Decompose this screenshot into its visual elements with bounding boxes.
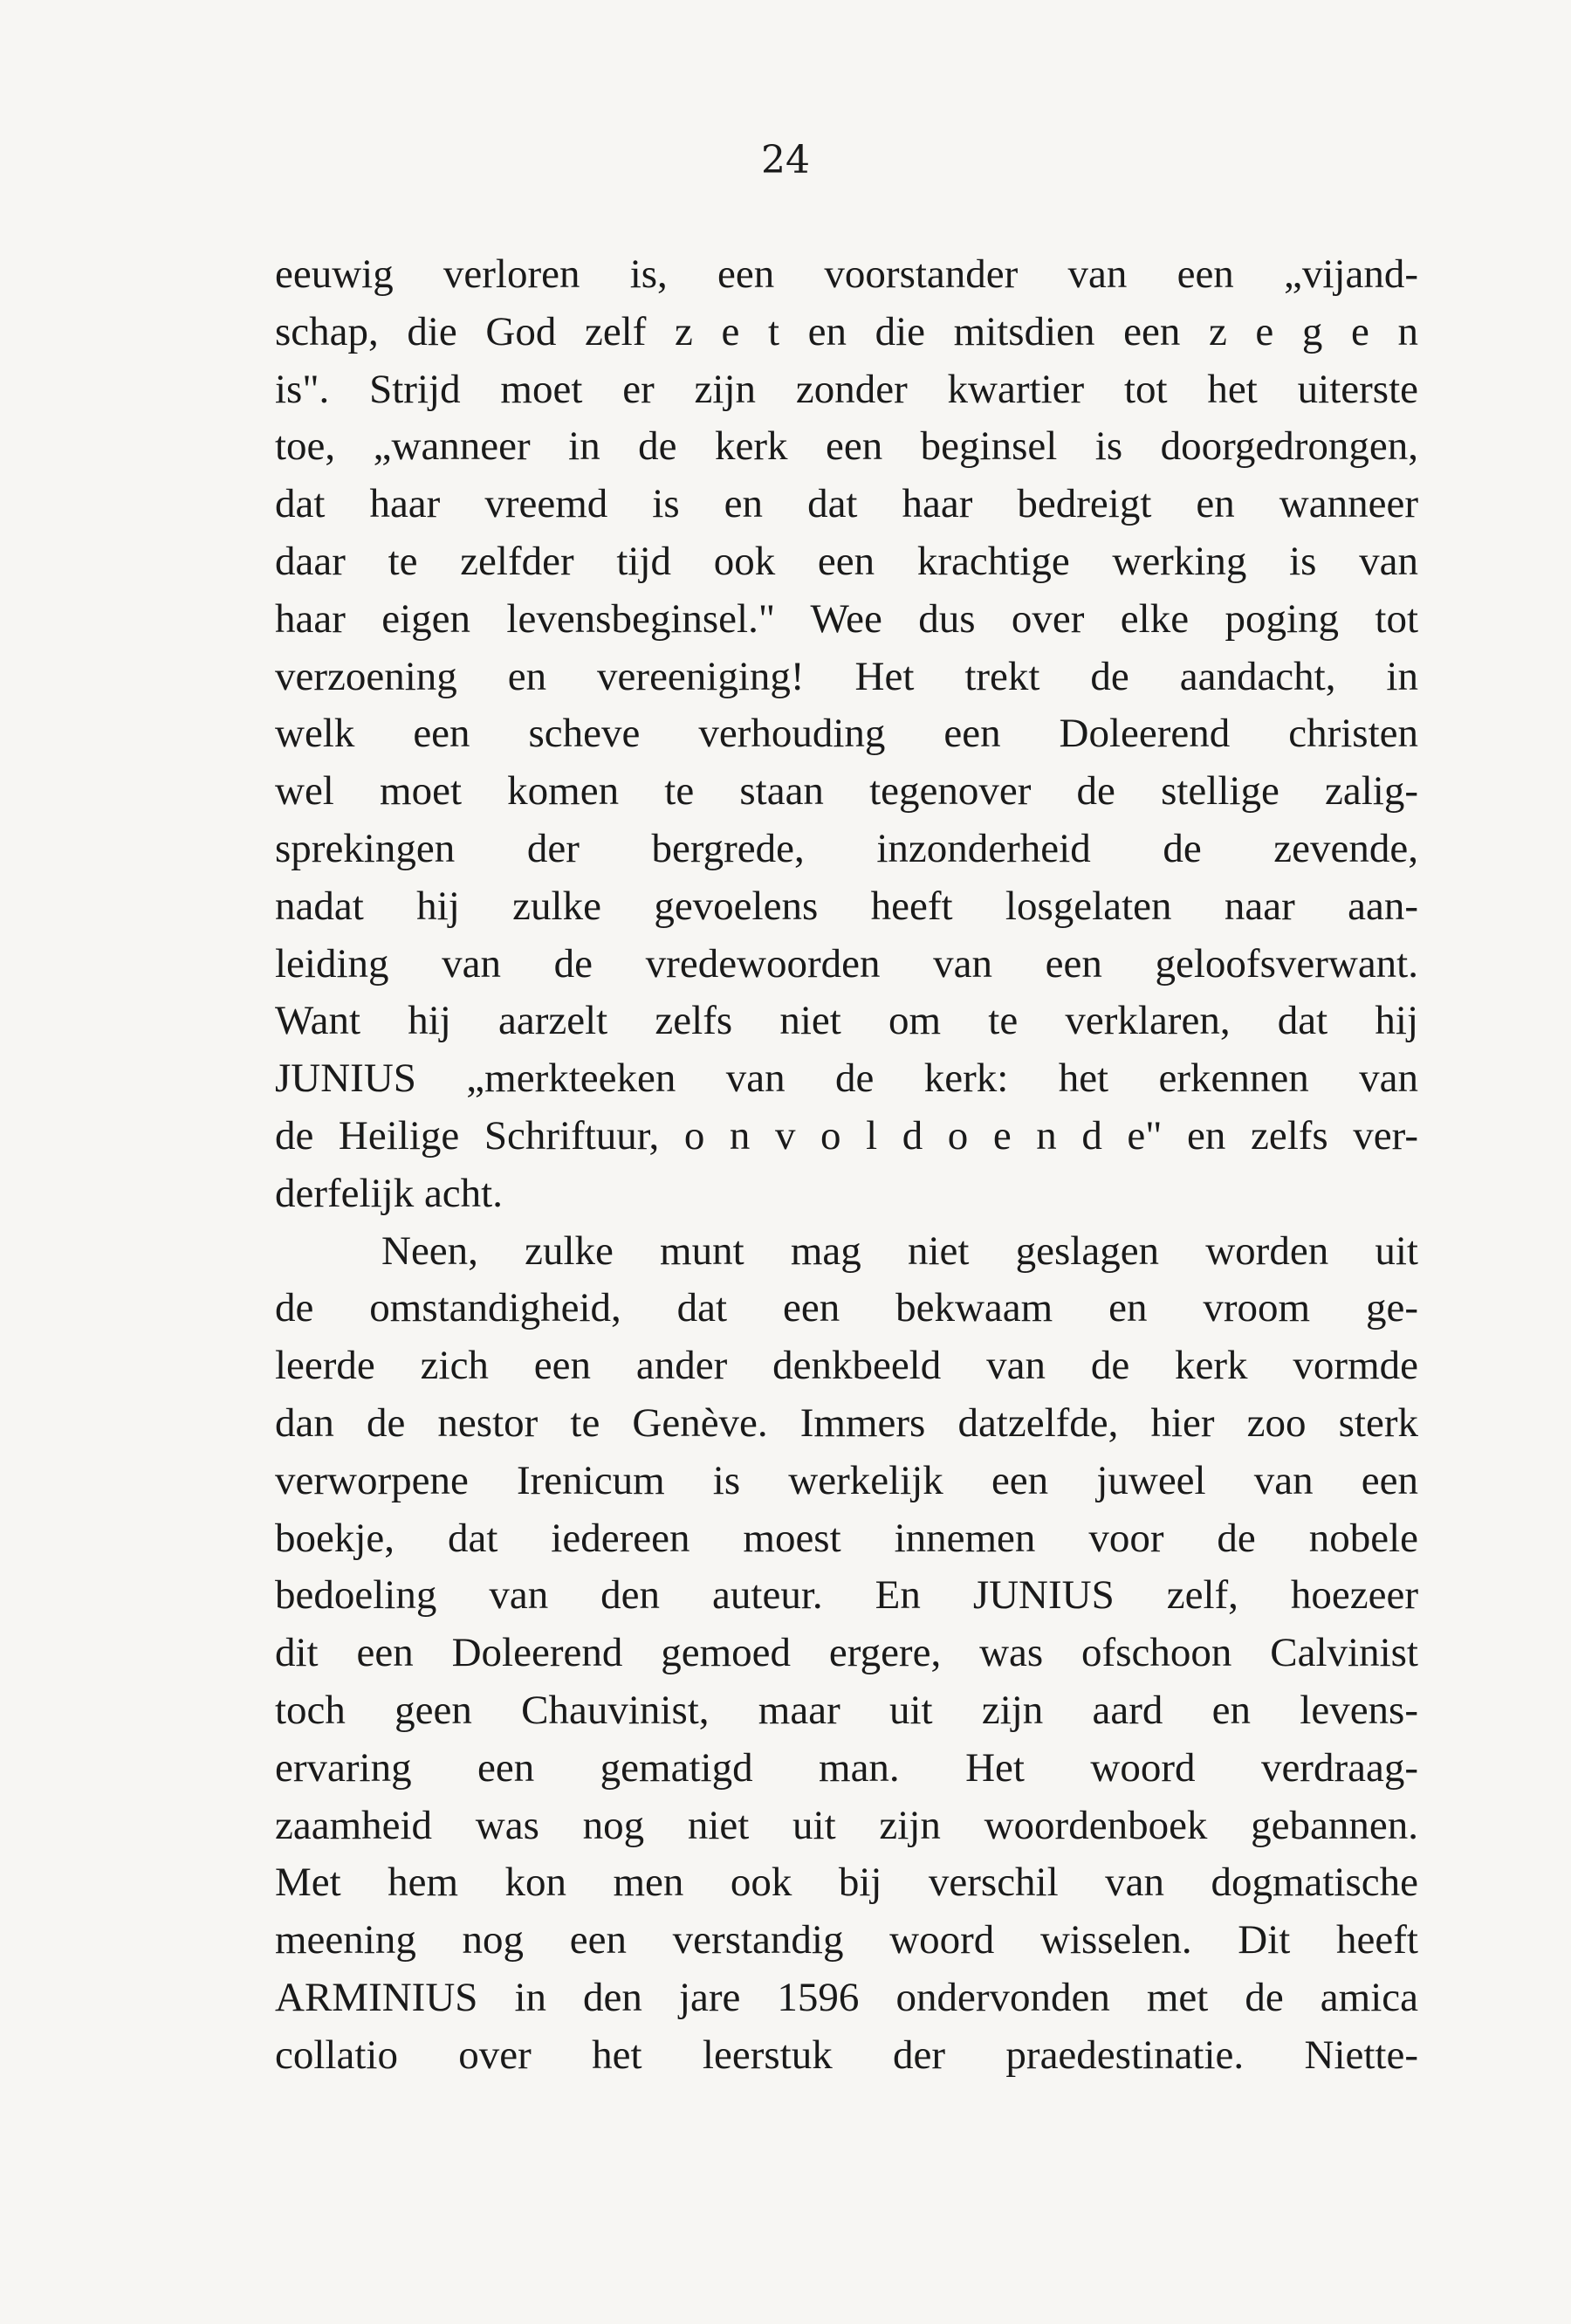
text-line: welk een scheve verhouding een Doleerend christen	[275, 711, 1418, 757]
text-line: toe, „wanneer in de kerk een beginsel is doorgedrongen,	[275, 423, 1418, 470]
text-line: dit een Doleerend gemoed ergere, was ofschoon Calvinist	[275, 1630, 1418, 1676]
text-line: leerde zich een ander denkbeeld van de kerk vormde	[275, 1343, 1418, 1389]
text-line: eeuwig verloren is, een voorstander van een „vijand-	[275, 251, 1418, 297]
text-line: daar te zelfder tijd ook een krachtige werking is van	[275, 538, 1418, 584]
text-line: Want hij aarzelt zelfs niet om te verklaren, dat hij	[275, 998, 1418, 1044]
text-line: schap, die God zelf z e t en die mitsdien een z e g e n	[275, 308, 1418, 354]
text-line: meening nog een verstandig woord wisselen. Dit heeft	[275, 1917, 1418, 1963]
text-line: derfelijk acht.	[275, 1170, 503, 1216]
page-number: 24	[761, 138, 810, 182]
text-line: nadat hij zulke gevoelens heeft losgelaten naar aan-	[275, 883, 1418, 929]
text-line: de omstandigheid, dat een bekwaam en vroom ge-	[275, 1285, 1418, 1331]
text-line: Neen, zulke munt mag niet geslagen worden uit	[381, 1227, 1418, 1274]
text-line: toch geen Chauvinist, maar uit zijn aard en levens-	[275, 1687, 1418, 1733]
text-line: verzoening en vereeniging! Het trekt de aandacht, in	[275, 653, 1418, 699]
text-line: leiding van de vredewoorden van een geloofsverwant.	[275, 940, 1418, 987]
text-line: ARMINIUS in den jare 1596 ondervonden met de amica	[275, 1974, 1418, 2020]
text-line: ervaring een gematigd man. Het woord verdraag-	[275, 1744, 1418, 1791]
text-line: sprekingen der bergrede, inzonderheid de zevende,	[275, 825, 1418, 871]
text-line: dan de nestor te Genève. Immers datzelfde, hier zoo sterk	[275, 1399, 1418, 1446]
body-text	[275, 246, 1418, 2085]
text-line: boekje, dat iedereen moest innemen voor de nobele	[275, 1515, 1418, 1561]
text-line: verworpene Irenicum is werkelijk een juweel van een	[275, 1457, 1418, 1503]
text-line: JUNIUS „merkteeken van de kerk: het erkennen van	[275, 1055, 1418, 1102]
text-line: bedoeling van den auteur. En JUNIUS zelf, hoezeer	[275, 1572, 1418, 1619]
text-line: is". Strijd moet er zijn zonder kwartier tot het uiterste	[275, 366, 1418, 412]
text-line: zaamheid was nog niet uit zijn woordenboek gebannen.	[275, 1802, 1418, 1848]
text-line: Met hem kon men ook bij verschil van dogmatische	[275, 1860, 1418, 1906]
text-line: collatio over het leerstuk der praedestinatie. Niette-	[275, 2032, 1418, 2078]
text-line: de Heilige Schriftuur, o n v o l d o e n d e" en zelfs ver-	[275, 1112, 1418, 1159]
text-line: wel moet komen te staan tegenover de stellige zalig-	[275, 768, 1418, 815]
text-line: haar eigen levensbeginsel." Wee dus over elke poging tot	[275, 595, 1418, 642]
text-line: dat haar vreemd is en dat haar bedreigt en wanneer	[275, 481, 1418, 527]
